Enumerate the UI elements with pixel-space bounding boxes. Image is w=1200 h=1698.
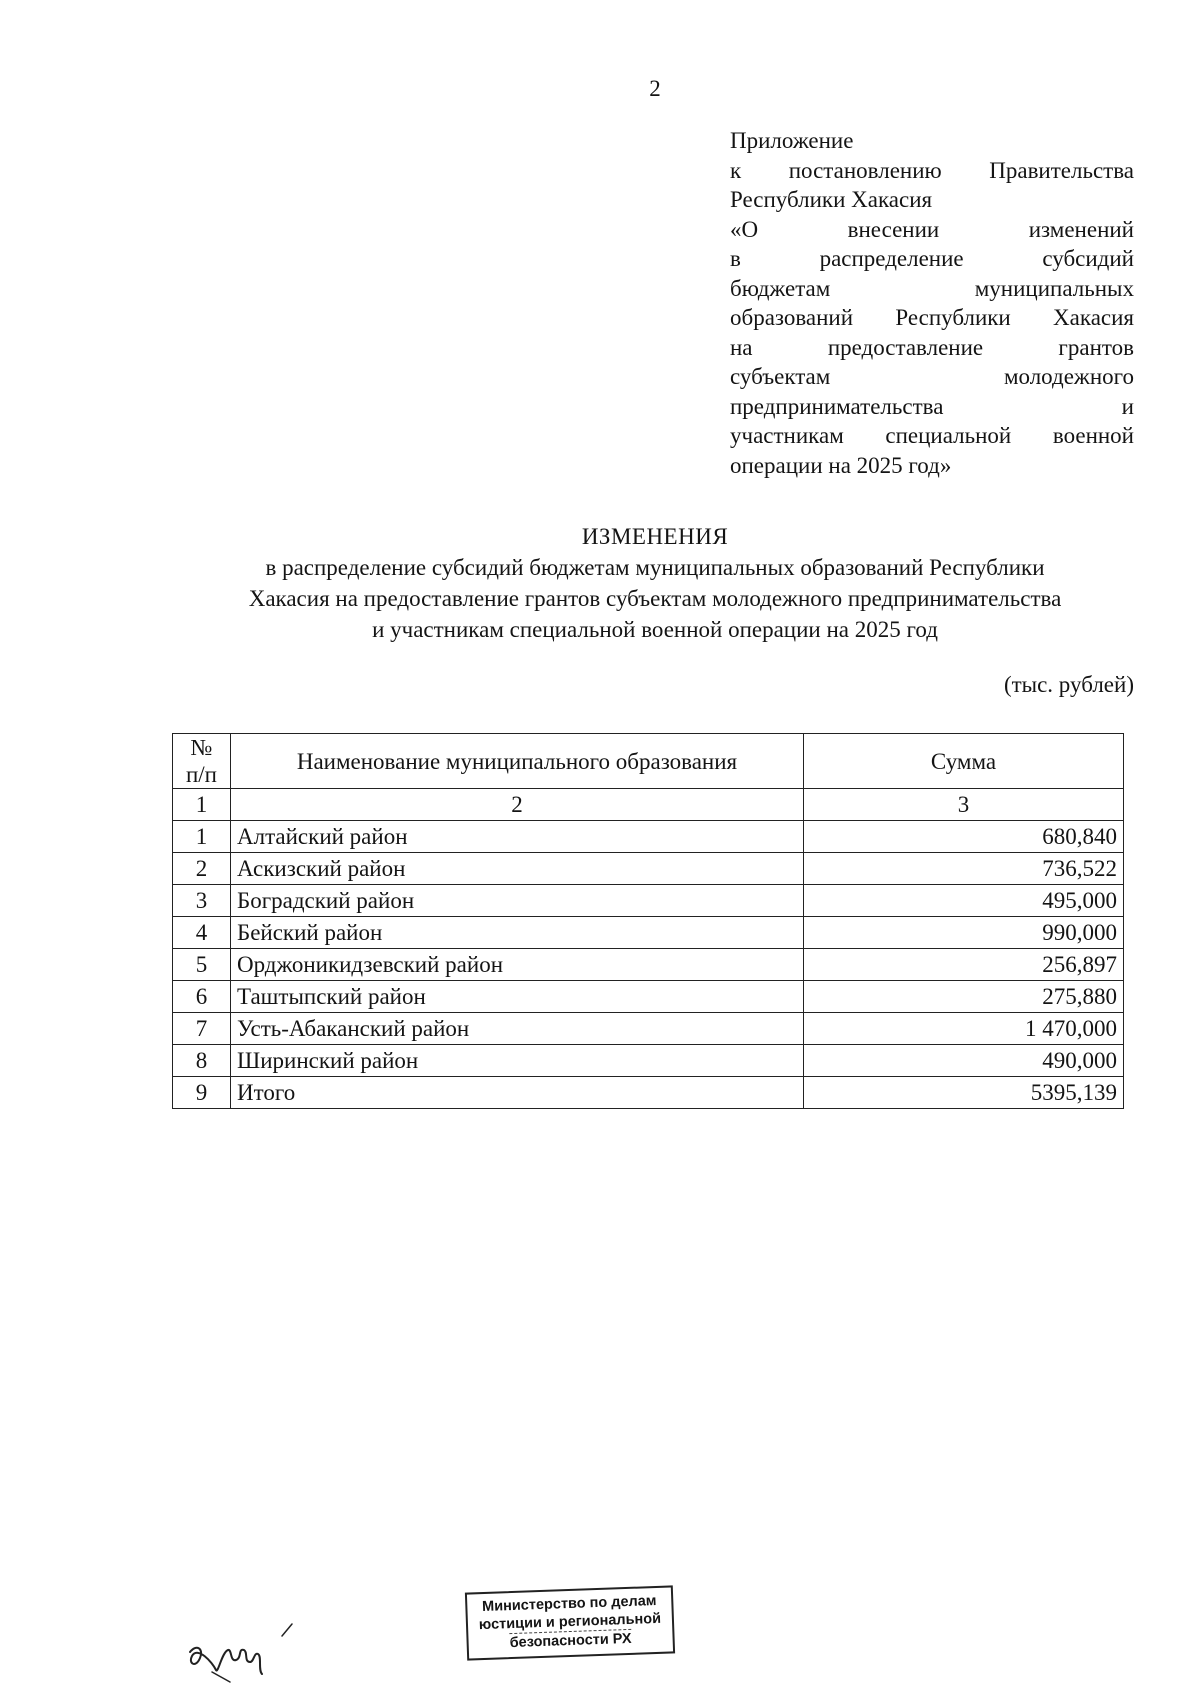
document-title: ИЗМЕНЕНИЯ xyxy=(581,524,729,549)
row-number: 4 xyxy=(173,917,231,949)
registration-stamp xyxy=(465,1585,675,1660)
header-name: Наименование муниципального образования xyxy=(231,734,804,789)
row-sum: 5395,139 xyxy=(804,1077,1124,1109)
subsidy-table xyxy=(172,733,1124,1109)
table-row xyxy=(173,917,1124,949)
header-sum: Сумма xyxy=(804,734,1124,789)
row-name: Итого xyxy=(231,1077,804,1109)
row-name: Бейский район xyxy=(231,917,804,949)
appendix-line: Приложение xyxy=(730,128,854,153)
index-cell: 1 xyxy=(173,789,231,821)
table-header-row xyxy=(173,734,1124,789)
appendix-line: образований Республики Хакасия xyxy=(730,305,1134,330)
appendix-line: на предоставление грантов xyxy=(730,334,1134,360)
table-row xyxy=(173,1013,1124,1045)
table-row-total xyxy=(173,1077,1124,1109)
row-number: 2 xyxy=(173,853,231,885)
document-subtitle-line: в распределение субсидий бюджетам муниципальных образований Республики xyxy=(265,555,1045,580)
row-sum: 736,522 xyxy=(804,853,1124,885)
stamp-line: безопасности РХ xyxy=(509,1630,632,1652)
row-name: Усть-Абаканский район xyxy=(231,1013,804,1045)
stamp-line: юстиции и региональной xyxy=(478,1610,662,1634)
row-number: 7 xyxy=(173,1013,231,1045)
page-number: 2 xyxy=(649,76,661,101)
row-name: Ширинский район xyxy=(231,1045,804,1077)
header-number-symbol: № xyxy=(190,735,213,760)
table-row xyxy=(173,949,1124,981)
document-subtitle-line: Хакасия на предоставление грантов субъектам молодежного предпринимательства xyxy=(248,586,1062,611)
row-sum: 495,000 xyxy=(804,885,1124,917)
row-sum: 1 470,000 xyxy=(804,1013,1124,1045)
row-sum: 490,000 xyxy=(804,1045,1124,1077)
row-sum: 275,880 xyxy=(804,981,1124,1013)
appendix-line: участникам специальной военной xyxy=(730,423,1134,448)
appendix-line: субъектам молодежного xyxy=(730,364,1134,389)
stamp-line: Министерство по делам xyxy=(481,1592,657,1616)
units-label: (тыс. рублей) xyxy=(1003,672,1134,697)
handwritten-signature xyxy=(182,1622,302,1692)
table-index-row xyxy=(173,789,1124,821)
appendix-line: операции на 2025 год» xyxy=(730,452,952,478)
row-sum: 680,840 xyxy=(804,821,1124,853)
row-number: 1 xyxy=(173,821,231,853)
appendix-line: в распределение субсидий xyxy=(730,246,1134,271)
row-sum: 256,897 xyxy=(804,949,1124,981)
header-number xyxy=(173,734,231,789)
row-sum: 990,000 xyxy=(804,917,1124,949)
row-name: Таштыпский район xyxy=(231,981,804,1013)
row-name: Боградский район xyxy=(231,885,804,917)
table-row xyxy=(173,885,1124,917)
document-heading xyxy=(150,521,1160,645)
appendix-line: предпринимательства и xyxy=(730,393,1134,419)
table-row xyxy=(173,1045,1124,1077)
table-row xyxy=(173,853,1124,885)
row-name: Аскизский район xyxy=(231,853,804,885)
row-number: 5 xyxy=(173,949,231,981)
appendix-line: бюджетам муниципальных xyxy=(730,275,1134,301)
row-name: Орджоникидзевский район xyxy=(231,949,804,981)
row-number: 6 xyxy=(173,981,231,1013)
index-cell: 3 xyxy=(804,789,1124,821)
row-number: 8 xyxy=(173,1045,231,1077)
appendix-line: Республики Хакасия xyxy=(730,187,933,212)
appendix-line: к постановлению Правительства xyxy=(730,157,1134,183)
appendix-block xyxy=(730,126,1134,480)
row-number: 3 xyxy=(173,885,231,917)
table-row xyxy=(173,981,1124,1013)
appendix-line: «О внесении изменений xyxy=(730,216,1134,242)
table-row xyxy=(173,821,1124,853)
row-name: Алтайский район xyxy=(231,821,804,853)
document-subtitle-line: и участникам специальной военной операции на 2025 год xyxy=(372,617,938,642)
index-cell: 2 xyxy=(231,789,804,821)
header-number-abbr: п/п xyxy=(185,762,217,787)
row-number: 9 xyxy=(173,1077,231,1109)
